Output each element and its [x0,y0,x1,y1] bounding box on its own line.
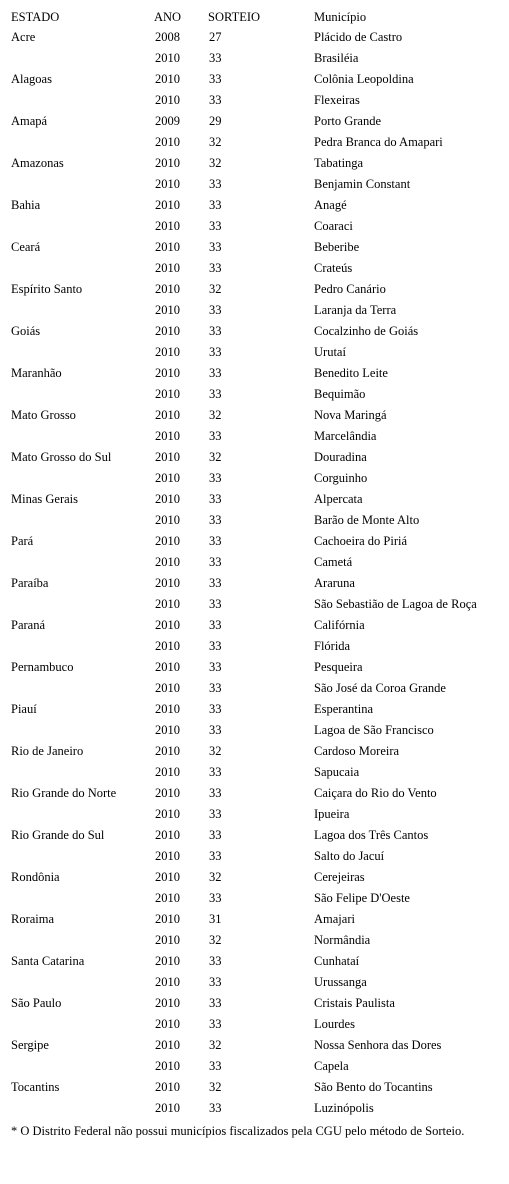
table-row [10,321,488,342]
estado-cell [10,552,153,573]
estado-cell [10,762,153,783]
table-row [10,510,488,531]
ano-cell: 2010 [155,849,180,863]
estado-cell: Ceará [11,240,41,254]
column-header-sorteio: SORTEIO [208,10,261,24]
table-row [10,426,488,447]
ano-cell: 2010 [155,891,180,905]
municipio-cell: Pedro Canário [314,282,386,296]
table-row [10,531,488,552]
ano-cell: 2010 [155,324,180,338]
estado-cell: Rondônia [11,870,60,884]
sorteio-cell: 32 [209,1038,222,1052]
municipio-cell: Crateús [314,261,353,275]
table-row [10,804,488,825]
sorteio-cell: 33 [209,1059,222,1073]
table-row [10,657,488,678]
sorteio-cell: 33 [209,891,222,905]
sorteio-cell: 33 [209,828,222,842]
municipio-cell: Colônia Leopoldina [314,72,414,86]
municipio-cell: Pesqueira [314,660,363,674]
table-row [10,342,488,363]
estado-cell [10,972,153,993]
column-header-ano: ANO [154,10,182,24]
municipio-cell: Douradina [314,450,367,464]
table-row [10,573,488,594]
ano-cell: 2010 [155,1080,180,1094]
sorteio-cell: 32 [209,408,222,422]
header-row [10,7,488,27]
sorteio-cell: 29 [209,114,222,128]
estado-cell: Paraíba [11,576,49,590]
ano-cell: 2010 [155,975,180,989]
ano-cell: 2010 [155,513,180,527]
ano-cell: 2010 [155,807,180,821]
municipio-cell: Cerejeiras [314,870,365,884]
table-row [10,90,488,111]
ano-cell: 2010 [155,345,180,359]
table-row [10,363,488,384]
table-row [10,720,488,741]
table-row [10,741,488,762]
municipio-cell: Brasiléia [314,51,359,65]
sorteio-cell: 33 [209,492,222,506]
document-page [0,7,509,1140]
municipio-cell: Flórida [314,639,351,653]
sorteio-cell: 33 [209,345,222,359]
table-row [10,846,488,867]
municipio-cell: Urutaí [314,345,346,359]
sorteio-cell: 33 [209,786,222,800]
sorteio-cell: 31 [209,912,222,926]
municipio-cell: São José da Coroa Grande [314,681,446,695]
table-row [10,27,488,48]
ano-cell: 2010 [155,1017,180,1031]
table-header [10,7,488,27]
ano-cell: 2010 [155,429,180,443]
ano-cell: 2010 [155,744,180,758]
sorteio-cell: 33 [209,51,222,65]
ano-cell: 2010 [155,639,180,653]
table-row [10,384,488,405]
table-row [10,195,488,216]
ano-cell: 2010 [155,177,180,191]
ano-cell: 2010 [155,471,180,485]
ano-cell: 2010 [155,933,180,947]
sorteio-cell: 33 [209,954,222,968]
table-row [10,867,488,888]
ano-cell: 2010 [155,492,180,506]
estado-cell: Roraima [11,912,55,926]
sorteio-cell: 32 [209,744,222,758]
sorteio-cell: 33 [209,93,222,107]
municipio-cell: Salto do Jacuí [314,849,385,863]
estado-cell: Santa Catarina [11,954,85,968]
ano-cell: 2010 [155,555,180,569]
table-row [10,489,488,510]
table-row [10,153,488,174]
ano-cell: 2010 [155,303,180,317]
municipio-cell: Coaraci [314,219,353,233]
municipio-cell: Benjamin Constant [314,177,411,191]
estado-cell [10,888,153,909]
municipio-cell: Esperantina [314,702,374,716]
estado-cell: Piauí [11,702,37,716]
municipio-cell: Lagoa de São Francisco [314,723,434,737]
sorteio-cell: 33 [209,366,222,380]
municipio-cell: São Sebastião de Lagoa de Roça [314,597,477,611]
estado-cell [10,468,153,489]
municipio-cell: Califórnia [314,618,365,632]
municipio-cell: Corguinho [314,471,368,485]
ano-cell: 2010 [155,534,180,548]
ano-cell: 2010 [155,786,180,800]
ano-cell: 2010 [155,1038,180,1052]
municipio-cell: Laranja da Terra [314,303,397,317]
estado-cell [10,90,153,111]
municipio-cell: Bequimão [314,387,366,401]
municipio-cell: Cocalzinho de Goiás [314,324,419,338]
municipio-cell: Cristais Paulista [314,996,395,1010]
municipio-cell: Porto Grande [314,114,381,128]
sorteio-cell: 32 [209,156,222,170]
ano-cell: 2010 [155,828,180,842]
estado-cell: Pernambuco [11,660,74,674]
estado-cell: Tocantins [11,1080,60,1094]
estado-cell: Rio Grande do Norte [11,786,117,800]
table-row [10,48,488,69]
ano-cell: 2010 [155,261,180,275]
estado-cell [10,132,153,153]
table-row [10,636,488,657]
sorteio-cell: 33 [209,1017,222,1031]
table-row [10,993,488,1014]
footnote: * O Distrito Federal não possui municípios fiscalizados pela CGU pelo método de Sorteio. [11,1124,465,1138]
sorteio-cell: 33 [209,681,222,695]
municipio-cell: Urussanga [314,975,367,989]
municipio-cell: Lourdes [314,1017,355,1031]
municipio-cell: Sapucaia [314,765,360,779]
municipios-table [10,7,488,1119]
table-row [10,930,488,951]
estado-cell [10,846,153,867]
table-row [10,132,488,153]
sorteio-cell: 33 [209,597,222,611]
municipio-cell: Lagoa dos Três Cantos [314,828,429,842]
table-row [10,594,488,615]
sorteio-cell: 33 [209,765,222,779]
municipio-cell: Tabatinga [314,156,364,170]
estado-cell: Rio Grande do Sul [11,828,105,842]
table-row [10,111,488,132]
table-row [10,888,488,909]
sorteio-cell: 33 [209,429,222,443]
estado-cell: Alagoas [11,72,52,86]
ano-cell: 2010 [155,660,180,674]
estado-cell [10,636,153,657]
ano-cell: 2010 [155,387,180,401]
estado-cell: Espírito Santo [11,282,83,296]
ano-cell: 2010 [155,240,180,254]
table-row [10,762,488,783]
municipio-cell: Beberibe [314,240,360,254]
estado-cell: Mato Grosso do Sul [11,450,112,464]
estado-cell [10,720,153,741]
municipio-cell: Marcelândia [314,429,377,443]
sorteio-cell: 32 [209,870,222,884]
table-row [10,825,488,846]
table-row [10,216,488,237]
table-row [10,699,488,720]
sorteio-cell: 33 [209,387,222,401]
municipio-cell: Ipueira [314,807,350,821]
table-row [10,951,488,972]
ano-cell: 2010 [155,450,180,464]
estado-cell [10,48,153,69]
sorteio-cell: 33 [209,1101,222,1115]
sorteio-cell: 33 [209,198,222,212]
estado-cell: São Paulo [11,996,62,1010]
table-row [10,1056,488,1077]
table-row [10,237,488,258]
table-row [10,468,488,489]
sorteio-cell: 33 [209,723,222,737]
table-row [10,909,488,930]
ano-cell: 2010 [155,1059,180,1073]
ano-cell: 2010 [155,408,180,422]
municipio-cell: São Bento do Tocantins [314,1080,433,1094]
ano-cell: 2008 [155,30,180,44]
estado-cell: Amapá [11,114,48,128]
municipio-cell: Anagé [314,198,347,212]
ano-cell: 2010 [155,366,180,380]
sorteio-cell: 33 [209,219,222,233]
municipio-cell: Caiçara do Rio do Vento [314,786,437,800]
estado-cell: Bahia [11,198,41,212]
ano-cell: 2010 [155,135,180,149]
sorteio-cell: 32 [209,1080,222,1094]
estado-cell [10,258,153,279]
municipio-cell: Cardoso Moreira [314,744,400,758]
ano-cell: 2010 [155,870,180,884]
estado-cell [10,174,153,195]
estado-cell: Paraná [11,618,46,632]
table-row [10,783,488,804]
estado-cell [10,678,153,699]
ano-cell: 2010 [155,681,180,695]
table-row [10,300,488,321]
sorteio-cell: 33 [209,975,222,989]
estado-cell [10,1014,153,1035]
table-row [10,174,488,195]
estado-cell: Pará [11,534,34,548]
estado-cell [10,384,153,405]
estado-cell: Minas Gerais [11,492,78,506]
table-row [10,69,488,90]
table-body [10,27,488,1119]
municipio-cell: Luzinópolis [314,1101,374,1115]
municipio-cell: Plácido de Castro [314,30,403,44]
ano-cell: 2010 [155,576,180,590]
ano-cell: 2010 [155,996,180,1010]
sorteio-cell: 33 [209,807,222,821]
municipio-cell: Barão de Monte Alto [314,513,420,527]
table-row [10,405,488,426]
sorteio-cell: 32 [209,933,222,947]
sorteio-cell: 33 [209,471,222,485]
table-row [10,615,488,636]
municipio-cell: Nova Maringá [314,408,387,422]
sorteio-cell: 27 [209,30,222,44]
ano-cell: 2010 [155,702,180,716]
table-row [10,1035,488,1056]
ano-cell: 2010 [155,219,180,233]
estado-cell [10,1056,153,1077]
estado-cell [10,804,153,825]
municipio-cell: Cametá [314,555,353,569]
table-row [10,258,488,279]
sorteio-cell: 33 [209,702,222,716]
estado-cell [10,510,153,531]
table-row [10,279,488,300]
sorteio-cell: 33 [209,639,222,653]
ano-cell: 2010 [155,156,180,170]
table-row [10,972,488,993]
municipio-cell: Benedito Leite [314,366,388,380]
municipio-cell: Flexeiras [314,93,360,107]
sorteio-cell: 33 [209,555,222,569]
municipio-cell: Normândia [314,933,371,947]
sorteio-cell: 32 [209,282,222,296]
sorteio-cell: 33 [209,534,222,548]
estado-cell [10,594,153,615]
ano-cell: 2010 [155,198,180,212]
ano-cell: 2009 [155,114,180,128]
ano-cell: 2010 [155,1101,180,1115]
table-row [10,1014,488,1035]
sorteio-cell: 33 [209,660,222,674]
estado-cell [10,1098,153,1119]
municipio-cell: São Felipe D'Oeste [314,891,410,905]
municipio-cell: Araruna [314,576,355,590]
municipio-cell: Pedra Branca do Amapari [314,135,443,149]
ano-cell: 2010 [155,954,180,968]
sorteio-cell: 33 [209,618,222,632]
ano-cell: 2010 [155,282,180,296]
ano-cell: 2010 [155,618,180,632]
estado-cell [10,300,153,321]
estado-cell: Goiás [11,324,41,338]
estado-cell [10,216,153,237]
ano-cell: 2010 [155,723,180,737]
estado-cell: Mato Grosso [11,408,76,422]
table-row [10,1098,488,1119]
municipio-cell: Alpercata [314,492,363,506]
ano-cell: 2010 [155,765,180,779]
municipio-cell: Capela [314,1059,349,1073]
estado-cell: Maranhão [11,366,62,380]
estado-cell [10,342,153,363]
ano-cell: 2010 [155,51,180,65]
sorteio-cell: 33 [209,996,222,1010]
estado-cell: Rio de Janeiro [11,744,84,758]
municipio-cell: Cunhataí [314,954,360,968]
ano-cell: 2010 [155,912,180,926]
municipio-cell: Cachoeira do Piriá [314,534,408,548]
sorteio-cell: 33 [209,324,222,338]
table-row [10,1077,488,1098]
column-header-municipio: Município [314,10,367,24]
estado-cell [10,930,153,951]
estado-cell [10,426,153,447]
estado-cell: Amazonas [11,156,64,170]
sorteio-cell: 33 [209,261,222,275]
municipio-cell: Nossa Senhora das Dores [314,1038,442,1052]
column-header-estado: ESTADO [11,10,60,24]
municipio-cell: Amajari [314,912,355,926]
table-row [10,447,488,468]
sorteio-cell: 33 [209,177,222,191]
table-row [10,678,488,699]
sorteio-cell: 33 [209,72,222,86]
estado-cell: Acre [11,30,36,44]
sorteio-cell: 33 [209,849,222,863]
table-row [10,552,488,573]
sorteio-cell: 33 [209,303,222,317]
sorteio-cell: 32 [209,450,222,464]
ano-cell: 2010 [155,93,180,107]
sorteio-cell: 33 [209,513,222,527]
sorteio-cell: 33 [209,576,222,590]
estado-cell: Sergipe [11,1038,49,1052]
sorteio-cell: 33 [209,240,222,254]
ano-cell: 2010 [155,72,180,86]
ano-cell: 2010 [155,597,180,611]
sorteio-cell: 32 [209,135,222,149]
